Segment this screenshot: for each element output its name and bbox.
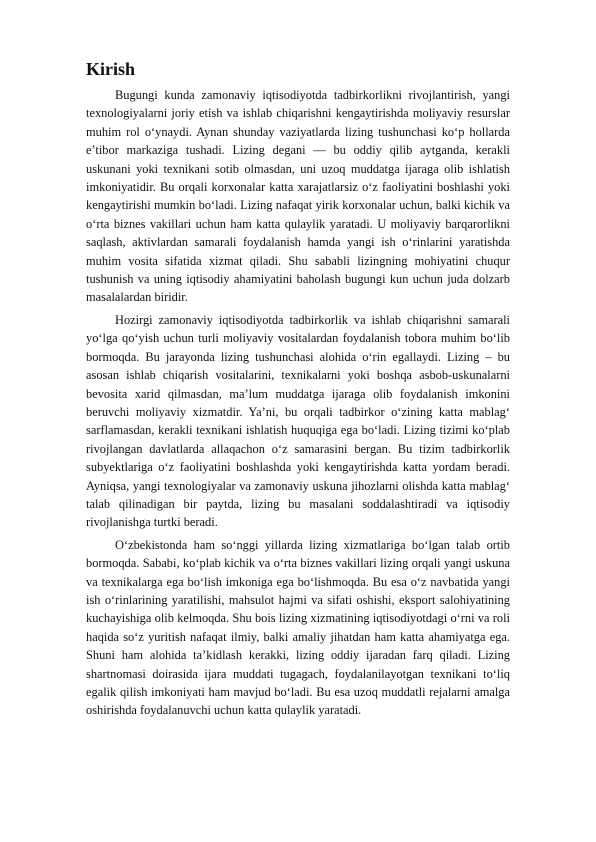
document-page [86,58,510,724]
paragraph-3: O‘zbekistonda ham so‘nggi yillarda lizing xizmatlariga bo‘lgan talab ortib bormoqda. Sababi, ko‘plab kichik va o‘rta biznes vakillari lizing orqali yangi uskuna va texnikalarga ega bo‘lish imkoniga ega bo‘lishmoqda. Bu esa o‘z navbatida yangi ish o‘rinlarining yaratilishi, mahsulot hajmi va sifati oshishi, eksport salohiyatining kuchayishiga olib kelmoqda. Shu bois lizing xizmatining iqtisodiyotdagi o‘rni va roli haqida so‘z yuritish nafaqat ilmiy, balki amaliy jihatdan ham katta ahamiyatga ega. Shuni ham alohida ta’kidlash kerakki, lizing oddiy ijaradan farq qiladi. Lizing shartnomasi doirasida ijara muddati tugagach, foydalanilayotgan texnikani to‘liq egalik qilish imkoniyati ham mavjud bo‘ladi. Bu esa uzoq muddatli rejalarni amalga oshirishda foydalanuvchi uchun katta qulaylik yaratadi. [86,537,510,718]
paragraph-2: Hozirgi zamonaviy iqtisodiyotda tadbirkorlik va ishlab chiqarishni samarali yo‘lga qo‘yish uchun turli moliyaviy vositalardan foydalanish tobora muhim bo‘lib bormoqda. Bu jarayonda lizing tushunchasi alohida o‘rin egallaydi. Lizing – bu asosan ishlab chiqarish vositalarini, texnikalarni yoki boshqa asbob-uskunalarni bevosita xarid qilmasdan, ma’lum muddatga ijaraga olib foydalanish imkonini beruvchi moliyaviy xizmatdir. Ya’ni, bu orqali tadbirkor o‘zining katta mablag‘ sarflamasdan, kerakli texnikani ishlatish huquqiga ega bo‘ladi. Lizing tizimi ko‘plab rivojlangan davlatlarda allaqachon o‘z samarasini bergan. Bu tizim tadbirkorlik subyektlariga o‘z faoliyatini boshlashda yoki kengaytirishda katta yordam beradi. Ayniqsa, yangi texnologiyalar va zamonaviy uskuna jihozlarni olishda katta mablag‘ talab qilinadigan bir paytda, lizing bu masalani soddalashtiradi va iqtisodiy rivojlanishga turtki beradi. [86,312,510,530]
section-heading: Kirish [86,59,136,79]
paragraph-1: Bugungi kunda zamonaviy iqtisodiyotda tadbirkorlikni rivojlantirish, yangi texnologiyalarni joriy etish va ishlab chiqarishni kengaytirishda moliyaviy resurslar muhim rol o‘ynaydi. Aynan shunday vaziyatlarda lizing tushunchasi ko‘p hollarda e’tibor markaziga tushadi. Lizing degani — bu oddiy qilib aytganda, kerakli uskunani yoki texnikani sotib olmasdan, uni uzoq muddatga ijaraga olib ishlatish imkoniyatidir. Bu orqali korxonalar katta xarajatlarsiz o‘z faoliyatini boshlashi yoki kengaytirishi mumkin bo‘ladi. Lizing nafaqat yirik korxonalar uchun, balki kichik va o‘rta biznes vakillari uchun ham katta qulaylik yaratadi. U moliyaviy barqarorlikni saqlash, aktivlardan samarali foydalanish hamda yangi ish o‘rinlarini yaratishda muhim vosita sifatida xizmat qiladi. Shu sababli lizingning mohiyatini chuqur tushunish va uning iqtisodiy ahamiyatini baholash bugungi kun uchun juda dolzarb masalalardan biridir. [86,88,510,305]
